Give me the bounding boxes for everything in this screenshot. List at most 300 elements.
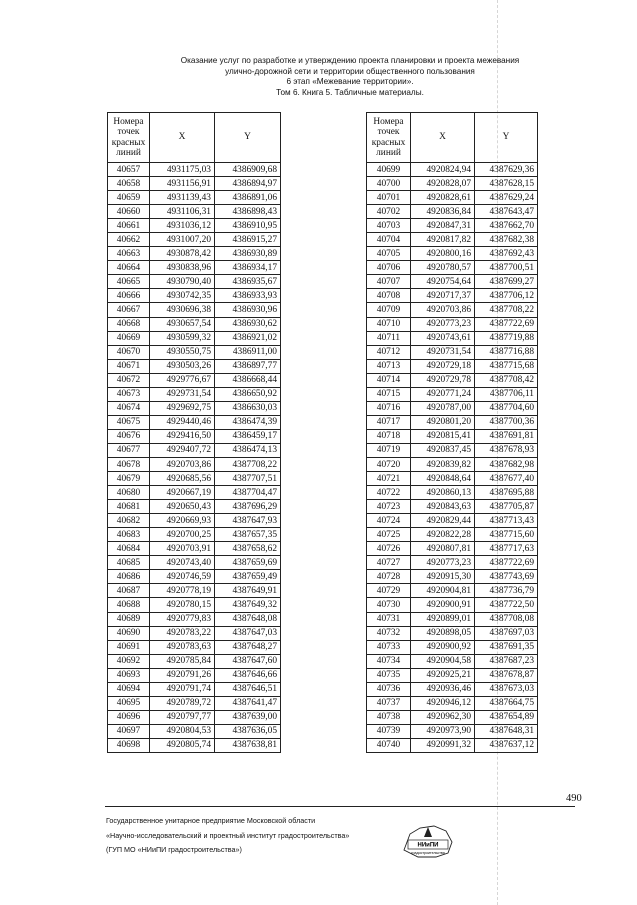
x-coordinate-cell: 4920703,91: [150, 542, 215, 556]
table-row: [108, 345, 281, 359]
x-coordinate-cell: 4930838,96: [150, 261, 215, 275]
footer-line-1: Государственное унитарное предприятие Московской области: [106, 816, 316, 825]
y-coordinate-cell: 4387691,35: [475, 640, 538, 654]
point-number-cell: 40736: [367, 682, 411, 696]
x-coordinate-cell: 4920847,31: [411, 219, 475, 233]
x-coordinate-cell: 4931106,31: [150, 205, 215, 219]
x-coordinate-cell: 4930790,40: [150, 275, 215, 289]
footer-divider: [105, 806, 575, 807]
y-coordinate-cell: 4386934,17: [215, 261, 281, 275]
point-number-cell: 40717: [367, 415, 411, 429]
y-coordinate-cell: 4386910,95: [215, 219, 281, 233]
point-number-cell: 40680: [108, 486, 150, 500]
table-row: [367, 598, 538, 612]
logo-text-sub: градостроительства: [411, 851, 445, 855]
table-row: [108, 443, 281, 457]
y-coordinate-cell: 4387708,22: [215, 457, 281, 471]
x-coordinate-cell: 4920904,81: [411, 584, 475, 598]
point-number-cell: 40698: [108, 738, 150, 752]
y-coordinate-cell: 4386930,62: [215, 317, 281, 331]
table-row: [108, 626, 281, 640]
column-header-x: X: [411, 113, 475, 163]
table-row: [367, 401, 538, 415]
table-row: [367, 528, 538, 542]
point-number-cell: 40678: [108, 457, 150, 471]
table-row: [108, 472, 281, 486]
table-row: [367, 205, 538, 219]
point-number-cell: 40657: [108, 163, 150, 177]
table-row: [367, 387, 538, 401]
x-coordinate-cell: 4920783,22: [150, 626, 215, 640]
point-number-cell: 40725: [367, 528, 411, 542]
point-number-cell: 40700: [367, 177, 411, 191]
table-row: [108, 710, 281, 724]
x-coordinate-cell: 4920685,56: [150, 472, 215, 486]
point-number-cell: 40723: [367, 500, 411, 514]
table-row: [367, 331, 538, 345]
left-coordinate-table: [107, 112, 281, 753]
point-number-cell: 40705: [367, 247, 411, 261]
x-coordinate-cell: 4920800,16: [411, 247, 475, 261]
y-coordinate-cell: 4386897,77: [215, 359, 281, 373]
table-row: [367, 247, 538, 261]
table-row: [367, 696, 538, 710]
point-number-cell: 40683: [108, 528, 150, 542]
y-coordinate-cell: 4387658,62: [215, 542, 281, 556]
table-row: [367, 724, 538, 738]
point-number-cell: 40685: [108, 556, 150, 570]
point-number-cell: 40701: [367, 191, 411, 205]
x-coordinate-cell: 4920754,64: [411, 275, 475, 289]
table-row: [108, 247, 281, 261]
point-number-cell: 40686: [108, 570, 150, 584]
table-row: [367, 359, 538, 373]
x-coordinate-cell: 4920824,94: [411, 163, 475, 177]
x-coordinate-cell: 4931175,03: [150, 163, 215, 177]
x-coordinate-cell: 4920650,43: [150, 500, 215, 514]
point-number-cell: 40675: [108, 415, 150, 429]
y-coordinate-cell: 4387743,69: [475, 570, 538, 584]
x-coordinate-cell: 4920787,00: [411, 401, 475, 415]
document-footer: [106, 814, 349, 858]
table-row: [108, 331, 281, 345]
page-number: 490: [566, 793, 582, 804]
table-row: [367, 317, 538, 331]
table-row: [108, 359, 281, 373]
table-row: [108, 233, 281, 247]
header-line-1: Оказание услуг по разработке и утверждению проекта планировки и проекта межевания: [180, 56, 520, 65]
table-row: [367, 233, 538, 247]
y-coordinate-cell: 4387717,63: [475, 542, 538, 556]
x-coordinate-cell: 4920801,20: [411, 415, 475, 429]
x-coordinate-cell: 4930696,38: [150, 303, 215, 317]
point-number-cell: 40729: [367, 584, 411, 598]
point-number-cell: 40670: [108, 345, 150, 359]
table-row: [108, 724, 281, 738]
point-number-cell: 40666: [108, 289, 150, 303]
x-coordinate-cell: 4920898,05: [411, 626, 475, 640]
point-number-cell: 40694: [108, 682, 150, 696]
right-coordinate-table: [366, 112, 538, 753]
x-coordinate-cell: 4930599,32: [150, 331, 215, 345]
table-row: [367, 457, 538, 471]
header-line-3: 6 этап «Межевание территории».: [286, 77, 414, 87]
y-coordinate-cell: 4386909,68: [215, 163, 281, 177]
point-number-cell: 40667: [108, 303, 150, 317]
table-header-row: [367, 113, 538, 163]
x-coordinate-cell: 4920962,30: [411, 710, 475, 724]
y-coordinate-cell: 4387629,36: [475, 163, 538, 177]
table-row: [367, 654, 538, 668]
point-number-cell: 40673: [108, 387, 150, 401]
table-row: [367, 345, 538, 359]
table-row: [108, 612, 281, 626]
x-coordinate-cell: 4920829,44: [411, 514, 475, 528]
table-row: [367, 556, 538, 570]
table-row: [108, 696, 281, 710]
x-coordinate-cell: 4920789,72: [150, 696, 215, 710]
y-coordinate-cell: 4387682,98: [475, 457, 538, 471]
point-number-cell: 40684: [108, 542, 150, 556]
y-coordinate-cell: 4386911,00: [215, 345, 281, 359]
table-header-row: [108, 113, 281, 163]
point-number-cell: 40713: [367, 359, 411, 373]
point-number-cell: 40682: [108, 514, 150, 528]
y-coordinate-cell: 4387643,47: [475, 205, 538, 219]
x-coordinate-cell: 4920743,40: [150, 556, 215, 570]
point-number-cell: 40662: [108, 233, 150, 247]
table-row: [367, 275, 538, 289]
x-coordinate-cell: 4920839,82: [411, 457, 475, 471]
table-row: [108, 570, 281, 584]
point-number-cell: 40718: [367, 429, 411, 443]
x-coordinate-cell: 4929692,75: [150, 401, 215, 415]
x-coordinate-cell: 4920731,54: [411, 345, 475, 359]
x-coordinate-cell: 4920915,30: [411, 570, 475, 584]
y-coordinate-cell: 4387678,93: [475, 443, 538, 457]
table-row: [367, 668, 538, 682]
y-coordinate-cell: 4387713,43: [475, 514, 538, 528]
x-coordinate-cell: 4920946,12: [411, 696, 475, 710]
y-coordinate-cell: 4387705,87: [475, 500, 538, 514]
y-coordinate-cell: 4387664,75: [475, 696, 538, 710]
point-number-cell: 40687: [108, 584, 150, 598]
table-row: [367, 500, 538, 514]
point-number-cell: 40672: [108, 373, 150, 387]
y-coordinate-cell: 4386650,92: [215, 387, 281, 401]
y-coordinate-cell: 4387647,60: [215, 654, 281, 668]
point-number-cell: 40690: [108, 626, 150, 640]
y-coordinate-cell: 4387704,47: [215, 486, 281, 500]
y-coordinate-cell: 4386898,43: [215, 205, 281, 219]
x-coordinate-cell: 4920991,32: [411, 738, 475, 752]
table-row: [367, 626, 538, 640]
x-coordinate-cell: 4920779,83: [150, 612, 215, 626]
table-row: [367, 640, 538, 654]
point-number-cell: 40708: [367, 289, 411, 303]
y-coordinate-cell: 4387657,35: [215, 528, 281, 542]
x-coordinate-cell: 4920805,74: [150, 738, 215, 752]
column-header-y: Y: [215, 113, 281, 163]
table-row: [367, 542, 538, 556]
x-coordinate-cell: 4930657,54: [150, 317, 215, 331]
point-number-cell: 40692: [108, 654, 150, 668]
table-row: [108, 682, 281, 696]
point-number-cell: 40737: [367, 696, 411, 710]
point-number-cell: 40665: [108, 275, 150, 289]
x-coordinate-cell: 4920667,19: [150, 486, 215, 500]
point-number-cell: 40710: [367, 317, 411, 331]
table-row: [108, 640, 281, 654]
x-coordinate-cell: 4920817,82: [411, 233, 475, 247]
point-number-cell: 40664: [108, 261, 150, 275]
point-number-cell: 40706: [367, 261, 411, 275]
y-coordinate-cell: 4387722,69: [475, 317, 538, 331]
point-number-cell: 40712: [367, 345, 411, 359]
table-row: [108, 261, 281, 275]
y-coordinate-cell: 4387716,88: [475, 345, 538, 359]
x-coordinate-cell: 4920703,86: [150, 457, 215, 471]
point-number-cell: 40658: [108, 177, 150, 191]
point-number-cell: 40711: [367, 331, 411, 345]
point-number-cell: 40696: [108, 710, 150, 724]
table-row: [367, 191, 538, 205]
y-coordinate-cell: 4387682,38: [475, 233, 538, 247]
x-coordinate-cell: 4931036,12: [150, 219, 215, 233]
document-header: [150, 56, 550, 98]
table-row: [108, 163, 281, 177]
x-coordinate-cell: 4920780,57: [411, 261, 475, 275]
table-row: [108, 429, 281, 443]
point-number-cell: 40668: [108, 317, 150, 331]
x-coordinate-cell: 4920815,41: [411, 429, 475, 443]
x-coordinate-cell: 4929407,72: [150, 443, 215, 457]
y-coordinate-cell: 4386915,27: [215, 233, 281, 247]
point-number-cell: 40691: [108, 640, 150, 654]
institute-logo-icon: [400, 822, 456, 860]
x-coordinate-cell: 4920771,24: [411, 387, 475, 401]
point-number-cell: 40714: [367, 373, 411, 387]
x-coordinate-cell: 4920778,19: [150, 584, 215, 598]
x-coordinate-cell: 4920899,01: [411, 612, 475, 626]
table-row: [367, 177, 538, 191]
x-coordinate-cell: 4920773,23: [411, 317, 475, 331]
y-coordinate-cell: 4387647,93: [215, 514, 281, 528]
point-number-cell: 40695: [108, 696, 150, 710]
point-number-cell: 40703: [367, 219, 411, 233]
point-number-cell: 40671: [108, 359, 150, 373]
x-coordinate-cell: 4929416,50: [150, 429, 215, 443]
point-number-cell: 40728: [367, 570, 411, 584]
y-coordinate-cell: 4387636,05: [215, 724, 281, 738]
table-row: [108, 303, 281, 317]
x-coordinate-cell: 4930550,75: [150, 345, 215, 359]
y-coordinate-cell: 4387678,87: [475, 668, 538, 682]
x-coordinate-cell: 4930503,26: [150, 359, 215, 373]
point-number-cell: 40661: [108, 219, 150, 233]
y-coordinate-cell: 4387677,40: [475, 472, 538, 486]
table-row: [108, 191, 281, 205]
y-coordinate-cell: 4387637,12: [475, 738, 538, 752]
column-header-point-number: Номера точек красных линий: [108, 113, 150, 163]
y-coordinate-cell: 4387697,03: [475, 626, 538, 640]
table-row: [367, 682, 538, 696]
y-coordinate-cell: 4386921,02: [215, 331, 281, 345]
y-coordinate-cell: 4387691,81: [475, 429, 538, 443]
table-row: [108, 528, 281, 542]
x-coordinate-cell: 4931007,20: [150, 233, 215, 247]
y-coordinate-cell: 4387706,11: [475, 387, 538, 401]
point-number-cell: 40719: [367, 443, 411, 457]
table-row: [367, 219, 538, 233]
point-number-cell: 40716: [367, 401, 411, 415]
y-coordinate-cell: 4386891,06: [215, 191, 281, 205]
point-number-cell: 40688: [108, 598, 150, 612]
x-coordinate-cell: 4920773,23: [411, 556, 475, 570]
table-row: [108, 668, 281, 682]
y-coordinate-cell: 4387736,79: [475, 584, 538, 598]
table-row: [108, 486, 281, 500]
table-row: [367, 443, 538, 457]
x-coordinate-cell: 4920797,77: [150, 710, 215, 724]
point-number-cell: 40702: [367, 205, 411, 219]
y-coordinate-cell: 4387649,32: [215, 598, 281, 612]
point-number-cell: 40699: [367, 163, 411, 177]
y-coordinate-cell: 4387638,81: [215, 738, 281, 752]
point-number-cell: 40733: [367, 640, 411, 654]
y-coordinate-cell: 4387687,23: [475, 654, 538, 668]
column-header-point-number: Номера точек красных линий: [367, 113, 411, 163]
x-coordinate-cell: 4920807,81: [411, 542, 475, 556]
x-coordinate-cell: 4920729,18: [411, 359, 475, 373]
column-header-y: Y: [475, 113, 538, 163]
header-line-4: Том 6. Книга 5. Табличные материалы.: [276, 87, 424, 97]
y-coordinate-cell: 4386930,89: [215, 247, 281, 261]
y-coordinate-cell: 4387715,60: [475, 528, 538, 542]
footer-line-3: (ГУП МО «НИиПИ градостроительства»): [106, 845, 242, 854]
x-coordinate-cell: 4931156,91: [150, 177, 215, 191]
x-coordinate-cell: 4920669,93: [150, 514, 215, 528]
x-coordinate-cell: 4920860,13: [411, 486, 475, 500]
x-coordinate-cell: 4920900,92: [411, 640, 475, 654]
y-coordinate-cell: 4386933,93: [215, 289, 281, 303]
logo-text-main: НИиПИ: [417, 842, 439, 849]
x-coordinate-cell: 4930742,35: [150, 289, 215, 303]
y-coordinate-cell: 4386935,67: [215, 275, 281, 289]
y-coordinate-cell: 4387648,08: [215, 612, 281, 626]
x-coordinate-cell: 4931139,43: [150, 191, 215, 205]
point-number-cell: 40709: [367, 303, 411, 317]
y-coordinate-cell: 4387708,08: [475, 612, 538, 626]
point-number-cell: 40721: [367, 472, 411, 486]
y-coordinate-cell: 4387722,69: [475, 556, 538, 570]
y-coordinate-cell: 4386474,39: [215, 415, 281, 429]
y-coordinate-cell: 4387662,70: [475, 219, 538, 233]
y-coordinate-cell: 4386668,44: [215, 373, 281, 387]
x-coordinate-cell: 4920936,46: [411, 682, 475, 696]
table-row: [367, 163, 538, 177]
table-row: [367, 738, 538, 752]
table-row: [108, 500, 281, 514]
y-coordinate-cell: 4387659,69: [215, 556, 281, 570]
point-number-cell: 40676: [108, 429, 150, 443]
table-row: [367, 472, 538, 486]
y-coordinate-cell: 4387704,60: [475, 401, 538, 415]
y-coordinate-cell: 4387715,68: [475, 359, 538, 373]
y-coordinate-cell: 4386930,96: [215, 303, 281, 317]
x-coordinate-cell: 4929731,54: [150, 387, 215, 401]
x-coordinate-cell: 4920791,74: [150, 682, 215, 696]
x-coordinate-cell: 4920843,63: [411, 500, 475, 514]
x-coordinate-cell: 4920717,37: [411, 289, 475, 303]
x-coordinate-cell: 4920822,28: [411, 528, 475, 542]
point-number-cell: 40722: [367, 486, 411, 500]
y-coordinate-cell: 4387648,27: [215, 640, 281, 654]
point-number-cell: 40669: [108, 331, 150, 345]
table-row: [108, 401, 281, 415]
x-coordinate-cell: 4920791,26: [150, 668, 215, 682]
table-row: [108, 177, 281, 191]
table-row: [108, 542, 281, 556]
table-row: [108, 275, 281, 289]
point-number-cell: 40689: [108, 612, 150, 626]
footer-line-2: «Научно-исследовательский и проектный институт градостроительства»: [106, 830, 350, 840]
x-coordinate-cell: 4920703,86: [411, 303, 475, 317]
table-row: [367, 486, 538, 500]
table-row: [367, 429, 538, 443]
point-number-cell: 40740: [367, 738, 411, 752]
table-row: [108, 317, 281, 331]
table-row: [108, 514, 281, 528]
x-coordinate-cell: 4920904,58: [411, 654, 475, 668]
x-coordinate-cell: 4920743,61: [411, 331, 475, 345]
point-number-cell: 40726: [367, 542, 411, 556]
table-row: [108, 205, 281, 219]
table-row: [108, 387, 281, 401]
point-number-cell: 40663: [108, 247, 150, 261]
x-coordinate-cell: 4920973,90: [411, 724, 475, 738]
y-coordinate-cell: 4387699,27: [475, 275, 538, 289]
point-number-cell: 40707: [367, 275, 411, 289]
table-row: [367, 612, 538, 626]
y-coordinate-cell: 4387673,03: [475, 682, 538, 696]
point-number-cell: 40731: [367, 612, 411, 626]
point-number-cell: 40727: [367, 556, 411, 570]
x-coordinate-cell: 4920729,78: [411, 373, 475, 387]
y-coordinate-cell: 4387659,49: [215, 570, 281, 584]
y-coordinate-cell: 4387641,47: [215, 696, 281, 710]
point-number-cell: 40679: [108, 472, 150, 486]
table-row: [367, 570, 538, 584]
point-number-cell: 40674: [108, 401, 150, 415]
y-coordinate-cell: 4387707,51: [215, 472, 281, 486]
table-row: [108, 289, 281, 303]
table-row: [108, 654, 281, 668]
table-row: [108, 219, 281, 233]
table-row: [367, 415, 538, 429]
point-number-cell: 40704: [367, 233, 411, 247]
point-number-cell: 40732: [367, 626, 411, 640]
header-line-2: улично-дорожной сети и территории общественного пользования: [225, 66, 475, 76]
table-row: [108, 598, 281, 612]
y-coordinate-cell: 4387708,22: [475, 303, 538, 317]
x-coordinate-cell: 4920836,84: [411, 205, 475, 219]
y-coordinate-cell: 4387696,29: [215, 500, 281, 514]
y-coordinate-cell: 4387648,31: [475, 724, 538, 738]
y-coordinate-cell: 4387706,12: [475, 289, 538, 303]
y-coordinate-cell: 4387647,03: [215, 626, 281, 640]
x-coordinate-cell: 4920746,59: [150, 570, 215, 584]
